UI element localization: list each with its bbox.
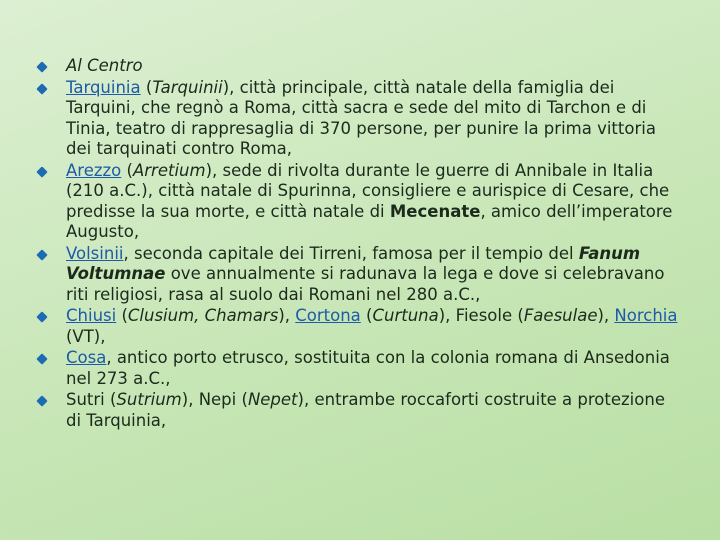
list-item-sutri bbox=[38, 390, 678, 431]
diamond-bullet-icon bbox=[36, 61, 47, 72]
text: ), entrambe roccaforti costruite a protezione di Tarquinia, bbox=[66, 390, 665, 430]
text: ), Fiesole ( bbox=[438, 306, 524, 325]
text: ( bbox=[116, 306, 128, 325]
diamond-bullet-icon bbox=[36, 166, 47, 177]
text: ove annualmente si radunava la lega e dove si celebravano riti religiosi, rasa al suolo dai Romani nel 280 a.C., bbox=[66, 264, 665, 304]
text: ), sede di rivolta durante le guerre di Annibale in Italia (210 a.C.), città natale di Spurinna, consigliere e aurispice di Cesare, che predisse la sua morte, e città natale di bbox=[66, 160, 670, 221]
list-item-arezzo bbox=[38, 161, 678, 243]
latin-name: Sutrium bbox=[116, 390, 182, 409]
text: , amico dell’imperatore Augusto, bbox=[66, 201, 673, 241]
bold-italic-name: Fanum Voltumnae bbox=[66, 243, 641, 283]
latin-name: Faesulae bbox=[523, 306, 598, 325]
link-norchia[interactable]: Norchia bbox=[614, 306, 678, 325]
list-item-volsinii bbox=[38, 244, 678, 306]
diamond-bullet-icon bbox=[36, 311, 47, 322]
diamond-bullet-icon bbox=[36, 83, 47, 94]
link-volsinii[interactable]: Volsinii bbox=[66, 243, 124, 263]
latin-name: Arretium bbox=[132, 160, 206, 180]
link-chiusi[interactable]: Chiusi bbox=[66, 306, 117, 325]
link-arezzo[interactable]: Arezzo bbox=[66, 160, 122, 180]
latin-name: Nepet bbox=[247, 390, 298, 409]
text: Sutri ( bbox=[66, 390, 117, 409]
text: , antico porto etrusco, sostituita con la colonia romana di Ansedonia nel 273 a.C., bbox=[66, 348, 670, 388]
diamond-bullet-icon bbox=[36, 249, 47, 260]
bullet-list bbox=[38, 56, 678, 431]
text: ), Nepi ( bbox=[181, 390, 248, 409]
text: ), città principale, città natale della famiglia dei Tarquini, che regnò a Roma, città sacra e sede del mito di Tarchon e di Tinia, teatro di rappresaglia di 370 persone, per punire la prima vittoria dei tarquinati contro Roma, bbox=[66, 77, 656, 158]
diamond-bullet-icon bbox=[36, 395, 47, 406]
diamond-bullet-icon bbox=[36, 353, 47, 364]
section-heading: Al Centro bbox=[66, 56, 143, 75]
latin-name: Tarquinii bbox=[152, 77, 223, 97]
link-tarquinia[interactable]: Tarquinia bbox=[66, 77, 141, 97]
list-item-chiusi bbox=[38, 306, 678, 347]
bold-name: Mecenate bbox=[389, 201, 481, 221]
text: (VT), bbox=[66, 326, 106, 346]
text: ( bbox=[140, 77, 153, 97]
latin-name: Curtuna bbox=[372, 306, 439, 325]
link-cosa[interactable]: Cosa bbox=[66, 348, 107, 367]
link-cortona[interactable]: Cortona bbox=[295, 306, 361, 325]
list-item-cosa bbox=[38, 348, 678, 389]
text: ), bbox=[597, 306, 615, 325]
text: ( bbox=[121, 160, 133, 180]
text: , seconda capitale dei Tirreni, famosa per il tempio del bbox=[123, 243, 579, 263]
list-item-al-centro bbox=[38, 56, 678, 77]
text: ( bbox=[360, 306, 373, 325]
slide-content bbox=[38, 56, 678, 432]
text: ), bbox=[278, 306, 296, 325]
list-item-tarquinia bbox=[38, 78, 678, 160]
latin-name: Clusium, Chamars bbox=[127, 306, 279, 325]
